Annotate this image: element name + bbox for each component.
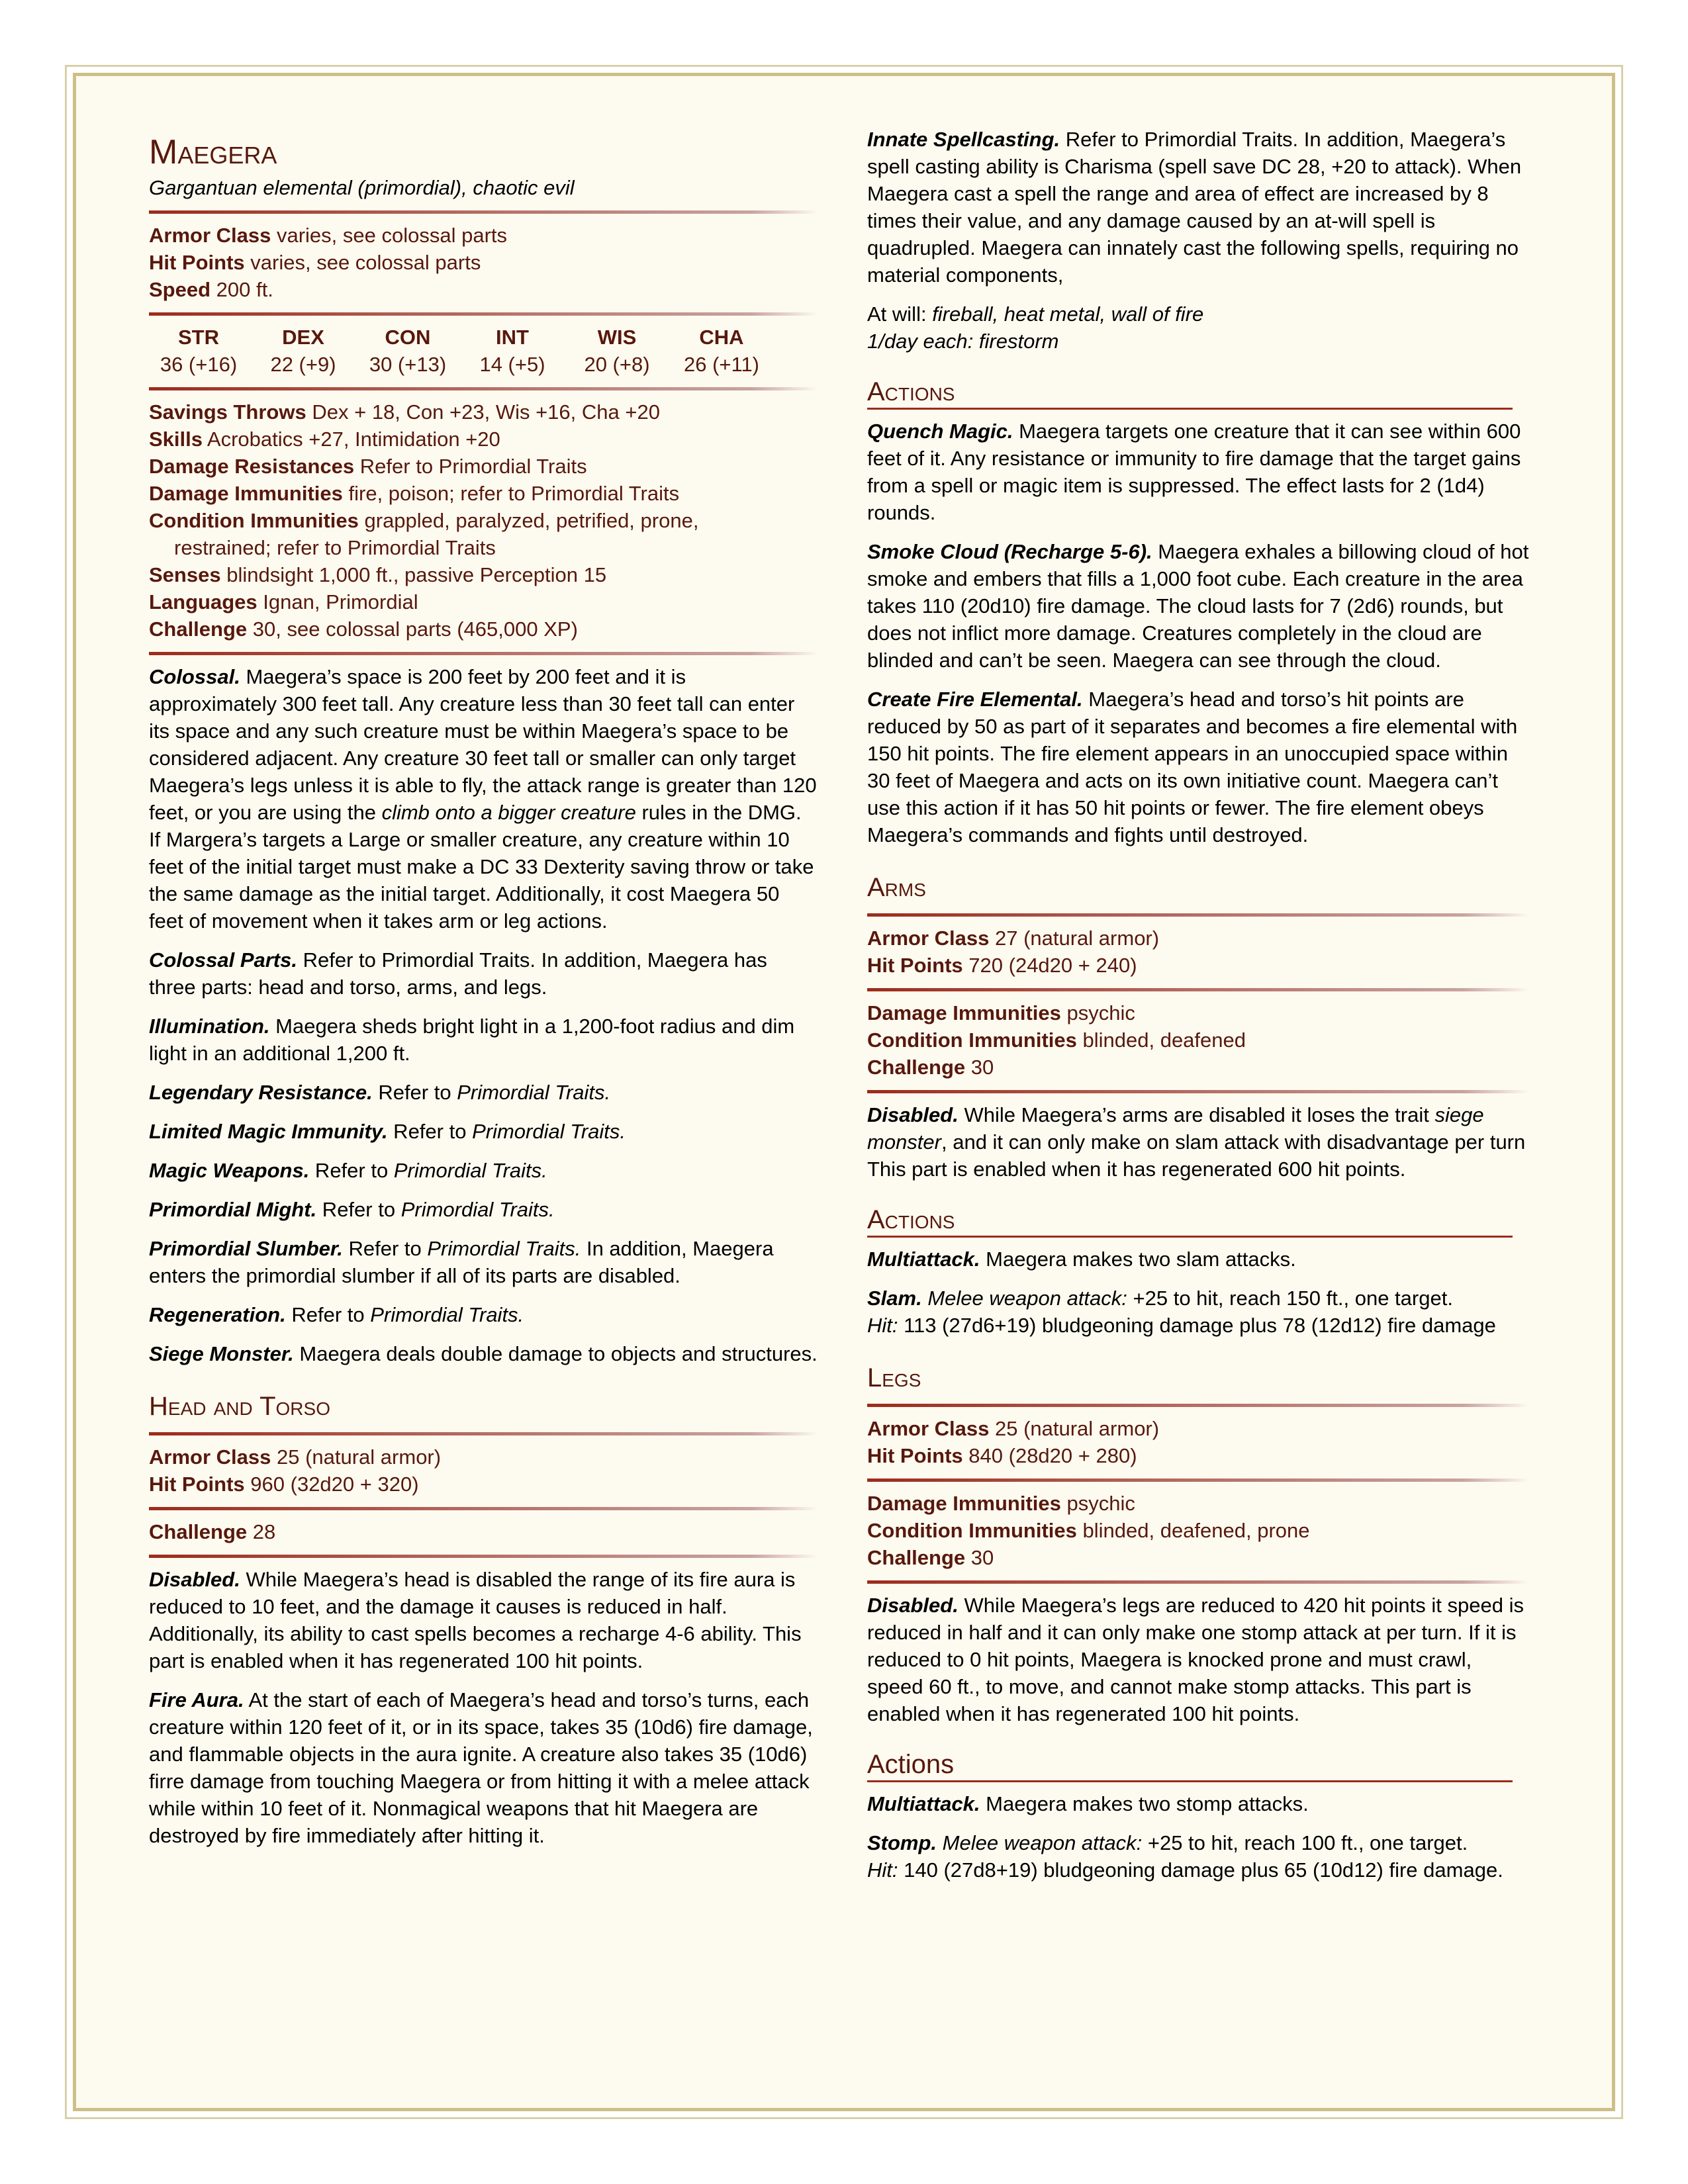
divider [867, 988, 1529, 991]
trait-innate-spellcasting: Innate Spellcasting. Refer to Primordial Traits. In addition, Maegera’s spell casting ability is Charisma (spell save DC 28, +20 to attack). When Maegera cast a spell the range and area of effect are increased by 8 times their value, and any damage caused by an at-will spell is quadrupled. Maegera can innately cast the following spells, requiring no material components, [867, 128, 1522, 287]
arms-actions [867, 1246, 1529, 1339]
legs-actions [867, 1790, 1529, 1884]
divider [149, 652, 818, 655]
arms-challenge: Challenge 30 [867, 1056, 994, 1079]
detail-damage-immunities: Damage Immunities fire, poison; refer to Primordial Traits [149, 482, 680, 505]
action-create-fire-elemental: Create Fire Elemental. Maegera’s head and torso’s hit points are reduced by 50 as part of it separates and becomes a fire elemental with 150 hit points. The fire element appears in an unoccupied space within 30 feet of Maegera and acts on its own initiative count. Maegera can’t use this action if it has 50 hit points or fewer. The fire element obeys Maegera’s commands and fights until destroyed. [867, 688, 1518, 846]
divider [149, 387, 818, 390]
divider [867, 1404, 1529, 1407]
trait-primordial-might: Primordial Might. Refer to Primordial Traits. [149, 1198, 555, 1221]
stat-hit-points: Hit Points varies, see colossal parts [149, 251, 481, 274]
divider [149, 210, 818, 214]
traits-list [149, 663, 818, 1367]
divider [149, 1507, 818, 1510]
divider [149, 312, 818, 316]
arms-actions-title: Actions [867, 1204, 1513, 1238]
detail-damage-resistances: Damage Resistances Refer to Primordial Traits [149, 455, 587, 478]
stat-speed: Speed 200 ft. [149, 278, 273, 301]
ability-int: INT 14 (+5) [479, 326, 545, 376]
actions-list [867, 418, 1529, 848]
legs-action-stomp: Stomp. Melee weapon attack: +25 to hit, reach 100 ft., one target. Hit: 140 (27d8+19) bludgeoning damage plus 65 (10d12) fire damage. [867, 1831, 1503, 1882]
arms-armor-class: Armor Class 27 (natural armor) [867, 927, 1160, 950]
divider [149, 1555, 818, 1558]
detail-condition-immunities-cont: restrained; refer to Primordial Traits [174, 536, 496, 559]
trait-magic-weapons: Magic Weapons. Refer to Primordial Traits. [149, 1159, 547, 1182]
stat-armor-class: Armor Class varies, see colossal parts [149, 224, 508, 247]
head-challenge: Challenge 28 [149, 1520, 276, 1543]
ability-wis: WIS 20 (+8) [584, 326, 650, 376]
legs-actions-title: Actions [867, 1749, 1513, 1782]
divider [867, 1580, 1529, 1584]
detail-senses: Senses blindsight 1,000 ft., passive Perception 15 [149, 563, 607, 586]
creature-name: Maegera [149, 133, 277, 171]
trait-legendary-resistance: Legendary Resistance. Refer to Primordial Traits. [149, 1081, 611, 1104]
ability-cha: CHA 26 (+11) [683, 326, 760, 376]
section-head-torso-title: Head and Torso [149, 1392, 330, 1421]
divider [867, 1479, 1529, 1482]
trait-colossal: Colossal. Maegera’s space is 200 feet by 200 feet and it is approximately 300 feet tall. Any creature less than 30 feet tall can enter its space and any such creature must be within Maegera’s space to be considered adjacent. Any creature 30 feet tall or smaller can only target Maegera’s legs unless it is able to fly, the attack range is greater than 120 feet, or you are using the climb onto a bigger creature rules in the DMG. If Margera’s targets a Large or smaller creature, any creature within 10 feet of the initial target must make a DC 33 Dexterity saving throw or take the same damage as the initial target. Additionally, it cost Maegera 50 feet of movement when it takes arm or leg actions. [149, 665, 817, 933]
arms-condition-immunities: Condition Immunities blinded, deafened [867, 1028, 1246, 1052]
spells-daily: 1/day each: firestorm [867, 330, 1059, 353]
arms-hit-points: Hit Points 720 (24d20 + 240) [867, 954, 1137, 977]
legs-trait-disabled: Disabled. While Maegera’s legs are reduced to 420 hit points it speed is reduced in half and it can only make one stomp attack at per turn. If it is reduced to 0 hit points, Maegera is knocked prone and must crawl, speed 60 ft., to move, and cannot make stomp attacks. This part is enabled when it has regenerated 100 hit points. [867, 1594, 1524, 1725]
trait-regeneration: Regeneration. Refer to Primordial Traits. [149, 1303, 524, 1326]
trait-illumination: Illumination. Maegera sheds bright light in a 1,200-foot radius and dim light in an additional 1,200 ft. [149, 1015, 795, 1065]
legs-condition-immunities: Condition Immunities blinded, deafened, prone [867, 1519, 1310, 1542]
ability-dex: DEX 22 (+9) [270, 326, 336, 376]
trait-limited-magic-immunity: Limited Magic Immunity. Refer to Primordial Traits. [149, 1120, 626, 1143]
legs-armor-class: Armor Class 25 (natural armor) [867, 1417, 1160, 1440]
creature-type: Gargantuan elemental (primordial), chaotic evil [149, 176, 575, 199]
divider [867, 1090, 1529, 1093]
trait-colossal-parts: Colossal Parts. Refer to Primordial Traits. In addition, Maegera has three parts: head and torso, arms, and legs. [149, 948, 767, 999]
arms-trait-disabled: Disabled. While Maegera’s arms are disabled it loses the trait siege monster, and it can only make on slam attack with disadvantage per turn This part is enabled when it has regenerated 600 hit points. [867, 1103, 1526, 1181]
arms-damage-immunities: Damage Immunities psychic [867, 1001, 1135, 1024]
legs-traits [867, 1592, 1529, 1727]
ability-scores [149, 324, 771, 378]
arms-action-slam: Slam. Melee weapon attack: +25 to hit, reach 150 ft., one target. Hit: 113 (27d6+19) bludgeoning damage plus 78 (12d12) fire damage [867, 1287, 1496, 1337]
legs-damage-immunities: Damage Immunities psychic [867, 1492, 1135, 1515]
spells-at-will: At will: fireball, heat metal, wall of fire [867, 302, 1204, 326]
detail-condition-immunities: Condition Immunities grappled, paralyzed, petrified, prone, [149, 509, 699, 532]
detail-challenge: Challenge 30, see colossal parts (465,000 XP) [149, 617, 578, 641]
head-traits [149, 1566, 818, 1849]
detail-skills: Skills Acrobatics +27, Intimidation +20 [149, 428, 500, 451]
head-trait-disabled: Disabled. While Maegera’s head is disabled the range of its fire aura is reduced to 10 feet, and the damage it causes is reduced in half. Additionally, its ability to cast spells becomes a recharge 4-6 ability. This part is enabled when it has regenerated 100 hit points. [149, 1568, 802, 1672]
innate-spellcasting [867, 126, 1529, 355]
divider [867, 913, 1529, 917]
legs-hit-points: Hit Points 840 (28d20 + 280) [867, 1444, 1137, 1467]
head-hit-points: Hit Points 960 (32d20 + 320) [149, 1473, 419, 1496]
trait-primordial-slumber: Primordial Slumber. Refer to Primordial Traits. In addition, Maegera enters the primordial slumber if all of its parts are disabled. [149, 1237, 774, 1287]
left-column [149, 126, 818, 1861]
section-arms-title: Arms [867, 873, 926, 902]
section-legs-title: Legs [867, 1363, 921, 1392]
arms-traits [867, 1101, 1529, 1183]
ability-con: CON 30 (+13) [369, 326, 447, 376]
right-column [867, 126, 1529, 1895]
divider [149, 1432, 818, 1435]
legs-action-multiattack: Multiattack. Maegera makes two stomp attacks. [867, 1792, 1309, 1815]
head-trait-fire-aura: Fire Aura. At the start of each of Maegera’s head and torso’s turns, each creature within 120 feet of it, or in its space, takes 35 (10d6) fire damage, and flammable objects in the aura ignite. A creature also takes 35 (10d6) firre damage from touching Maegera or from hitting it with a melee attack while within 10 feet of it. Nonmagical weapons that hit Maegera are destroyed by fire immediately after hitting it. [149, 1688, 813, 1847]
head-armor-class: Armor Class 25 (natural armor) [149, 1445, 442, 1469]
arms-action-multiattack: Multiattack. Maegera makes two slam attacks. [867, 1248, 1296, 1271]
ability-str: STR 36 (+16) [160, 326, 238, 376]
section-actions-title: Actions [867, 376, 1513, 410]
detail-languages: Languages Ignan, Primordial [149, 590, 418, 614]
detail-saving-throws: Savings Throws Dex + 18, Con +23, Wis +16, Cha +20 [149, 400, 660, 424]
legs-challenge: Challenge 30 [867, 1546, 994, 1569]
action-smoke-cloud: Smoke Cloud (Recharge 5-6). Maegera exhales a billowing cloud of hot smoke and embers that fills a 1,000 foot cube. Each creature in the area takes 110 (20d10) fire damage. The cloud lasts for 7 (2d6) rounds, but does not inflict more damage. Creatures completely in the cloud are blinded and can’t be seen. Maegera can see through the cloud. [867, 540, 1529, 672]
action-quench-magic: Quench Magic. Maegera targets one creature that it can see within 600 feet of it. Any resistance or immunity to fire damage that the target gains from a spell or magic item is suppressed. The effect lasts for 2 (1d4) rounds. [867, 420, 1521, 524]
trait-siege-monster: Siege Monster. Maegera deals double damage to objects and structures. [149, 1342, 818, 1365]
